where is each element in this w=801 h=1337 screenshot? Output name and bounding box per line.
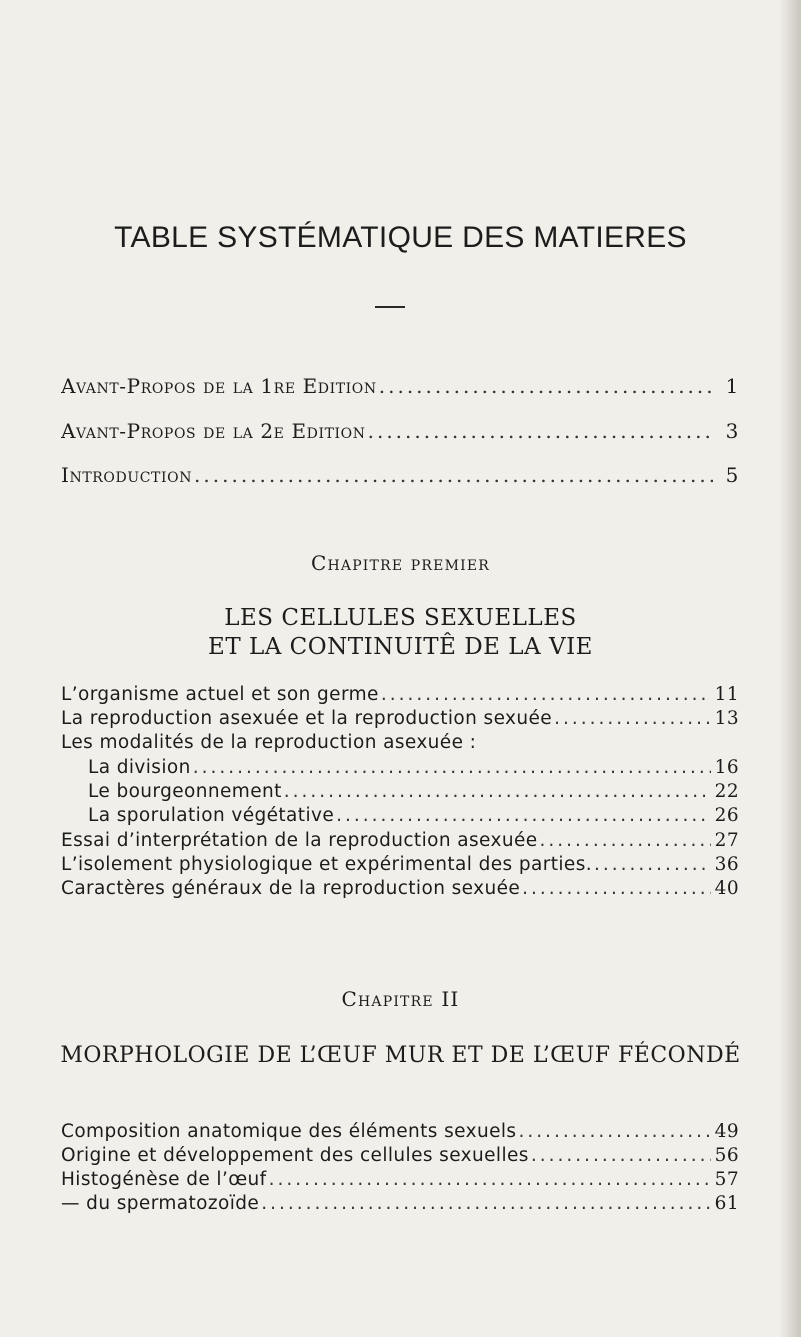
toc-entry xyxy=(88,805,739,826)
toc-entry xyxy=(61,708,739,729)
chapter-title xyxy=(0,604,801,662)
chapter-title-line: ET LA CONTINUITÊ DE LA VIE xyxy=(208,634,593,660)
chapter-label: Chapitre premier xyxy=(310,551,491,575)
entry-label: Les modalités de la reproduction asexuée : xyxy=(61,732,477,753)
toc-entry xyxy=(88,757,739,778)
toc-entry xyxy=(61,1121,739,1142)
toc-entry xyxy=(61,878,739,899)
entry-label: Essai d’interprétation de la reproduction asexuée xyxy=(61,830,538,851)
toc-entry xyxy=(61,854,739,875)
page-edge-shadow xyxy=(779,0,801,1337)
leader-dots xyxy=(194,463,713,487)
chapter-label: Chapitre II xyxy=(341,987,460,1011)
entry-label: Origine et développement des cellules sexuelles xyxy=(61,1145,529,1166)
page-title: TABLE SYSTÉMATIQUE DES MATIERES xyxy=(114,221,687,254)
entry-page: 5 xyxy=(725,463,739,487)
entry-label: Avant-Propos de la 2e Edition xyxy=(61,419,366,443)
leader-dots xyxy=(368,419,713,443)
entry-page: 26 xyxy=(714,805,739,826)
leader-dots xyxy=(381,684,711,705)
entry-label: Avant-Propos de la 1re Edition xyxy=(61,374,377,398)
entry-label: La sporulation végétative xyxy=(88,805,335,826)
toc-entry xyxy=(61,830,739,851)
entry-page: 1 xyxy=(725,374,739,398)
leader-dots xyxy=(261,1193,710,1214)
entry-page: 11 xyxy=(714,684,739,705)
chapter-title-line: MORPHOLOGIE DE L’ŒUF MUR ET DE L’ŒUF FÉCONDÉ xyxy=(60,1043,741,1068)
entry-page: 22 xyxy=(714,781,739,802)
entry-label: Histogénèse de l’œuf xyxy=(61,1169,267,1190)
leader-dots xyxy=(193,757,711,778)
leader-dots xyxy=(594,854,711,875)
entry-page: 61 xyxy=(714,1193,739,1214)
entry-label: — du spermatozoïde xyxy=(61,1193,260,1214)
entry-page: 40 xyxy=(714,878,739,899)
toc-entry xyxy=(61,419,739,443)
toc-entry xyxy=(88,781,739,802)
entry-page: 49 xyxy=(714,1121,739,1142)
entry-label: Introduction xyxy=(61,463,193,487)
chapter-title xyxy=(0,1041,801,1070)
toc-entry xyxy=(61,1193,739,1214)
entry-label: Caractères généraux de la reproduction sexuée xyxy=(61,878,521,899)
leader-dots xyxy=(284,781,711,802)
entry-page: 27 xyxy=(714,830,739,851)
toc-entry xyxy=(61,684,739,705)
toc-entry xyxy=(61,374,739,398)
leader-dots xyxy=(540,830,711,851)
entry-label: L’organisme actuel et son germe xyxy=(61,684,379,705)
leader-dots xyxy=(379,374,713,398)
entry-label: Le bourgeonnement xyxy=(88,781,282,802)
entry-label: L’isolement physiologique et expérimental des parties. xyxy=(61,854,593,875)
entry-page: 56 xyxy=(714,1145,739,1166)
leader-dots xyxy=(336,805,711,826)
toc-entry xyxy=(61,1145,739,1166)
title-rule xyxy=(375,306,405,308)
leader-dots xyxy=(554,708,711,729)
entry-page: 3 xyxy=(725,419,739,443)
toc-entry xyxy=(61,463,739,487)
entry-page: 16 xyxy=(714,757,739,778)
toc-entry xyxy=(61,732,739,753)
leader-dots xyxy=(522,878,711,899)
leader-dots xyxy=(531,1145,711,1166)
entry-page: 57 xyxy=(714,1169,739,1190)
entry-page: 13 xyxy=(714,708,739,729)
entry-label: Composition anatomique des éléments sexuels xyxy=(61,1121,517,1142)
entry-page: 36 xyxy=(714,854,739,875)
entry-label: La division xyxy=(88,757,191,778)
entry-label: La reproduction asexuée et la reproduction sexuée xyxy=(61,708,553,729)
chapter-title-line: LES CELLULES SEXUELLES xyxy=(224,605,577,631)
leader-dots xyxy=(518,1121,710,1142)
leader-dots xyxy=(269,1169,711,1190)
toc-entry xyxy=(61,1169,739,1190)
